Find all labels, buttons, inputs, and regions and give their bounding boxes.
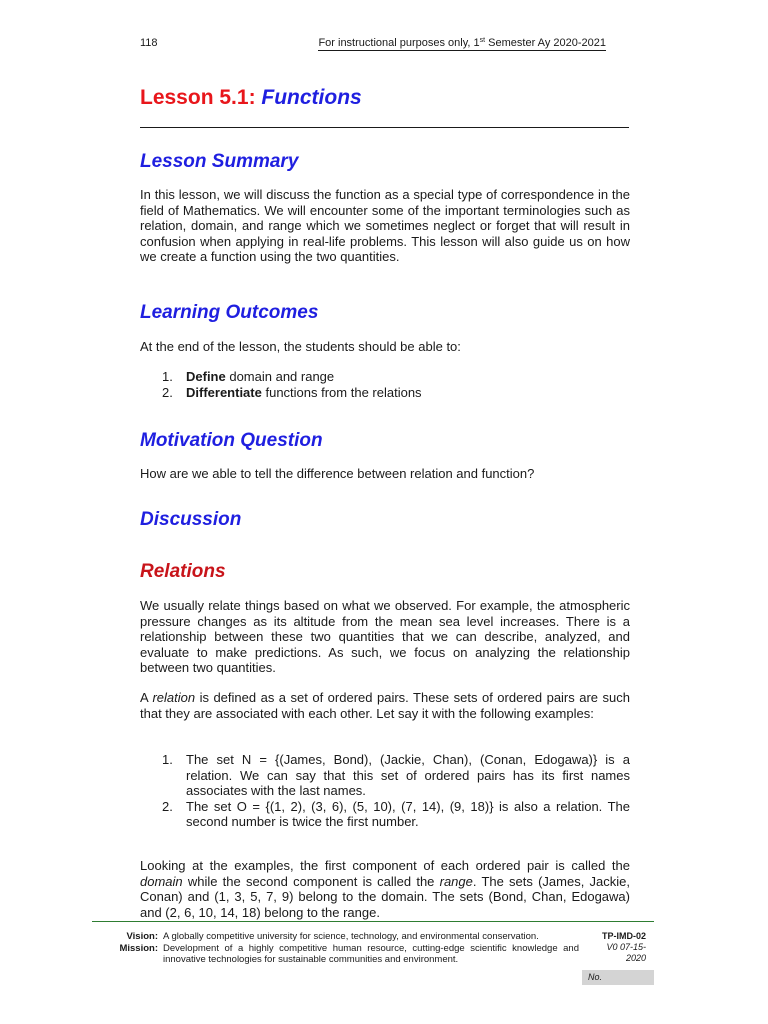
vision-text: A globally competitive university for science, technology, and environmental conservation.: [163, 931, 539, 942]
list-item-number: 2.: [162, 384, 173, 400]
paragraph-text: Looking at the examples, the first component of each ordered pair is called the: [140, 858, 630, 873]
document-code-block: [602, 931, 646, 964]
mission-text: Development of a highly competitive human resource, cutting-edge scientific knowledge and innovative technologies for sustainable communities and environment.: [163, 942, 579, 965]
paragraph-last-line: Edogawa) and (2, 6, 10, 14, 18) belong to the range.: [140, 889, 630, 920]
paragraph-last-line: analyzing the relationship between two quantities.: [140, 644, 630, 675]
domain-term: domain: [140, 873, 183, 889]
paragraph-text: We usually relate things based on what we observed. For example, the atmospheric pressure changes as its altitude from the mean sea level increases. There is a relationship between these two quantities that we can describe, analyzed, and evaluate to make predictions. As such, we focus on: [140, 598, 630, 660]
range-term: range: [439, 873, 473, 889]
example-number: 1.: [162, 752, 173, 767]
learning-outcomes-list: [140, 369, 630, 400]
number-box: No.: [582, 970, 654, 985]
lesson-summary-text: In this lesson, we will discuss the function as a special type of correspondence in the field of Mathematics. We will encounter some of the important terminologies such as relation, domain, and range which we sometimes neglect or forget that will result in confusion when applying in real-life problems. This lesson will also guide us on how we create a function: [140, 187, 630, 264]
relations-paragraph-3: [140, 858, 630, 920]
example-body: The set N = {(James, Bond), (Jackie, Chan), (Conan, Edogawa)} is a relation. We can say that this set of ordered pairs has its first names: [186, 752, 630, 783]
header-note-superscript: st: [479, 37, 486, 44]
page-footer: [92, 931, 654, 982]
relations-paragraph-1: [140, 598, 630, 676]
lesson-title: [140, 86, 362, 110]
version-line-2: 2020: [625, 953, 646, 963]
list-item: [140, 369, 630, 385]
paragraph-text: A: [140, 690, 153, 705]
list-item-number: 1.: [162, 369, 173, 384]
mission-label: Mission:: [119, 942, 158, 954]
footer-divider: [92, 921, 654, 922]
header-note: [318, 37, 606, 51]
mission-statement: [92, 943, 579, 966]
page-number: 118: [140, 37, 158, 49]
example-number: 2.: [162, 798, 173, 814]
example-text: [186, 799, 630, 830]
lesson-summary-last-line: using the two quantities.: [259, 249, 400, 264]
motivation-question-body: How are we able to tell the difference between relation and function?: [140, 466, 535, 481]
vision-statement: [92, 931, 579, 943]
page-header: [140, 37, 606, 53]
paragraph-text: is defined as a set of ordered pairs. These sets of ordered pairs are such that they are associated with each other. Let say it with the following: [140, 690, 630, 721]
list-item-bold-term: Differentiate: [186, 384, 262, 400]
paragraph-text: while the second component is called the: [182, 873, 440, 889]
relations-subheading: Relations: [140, 561, 226, 582]
title-divider: [140, 127, 629, 128]
example-item: [140, 799, 630, 830]
lesson-summary-body: [140, 187, 630, 265]
example-last-line: The second number is twice the first number.: [186, 798, 630, 829]
example-item: [140, 752, 630, 799]
relations-paragraph-2: [140, 690, 630, 721]
motivation-question-heading: Motivation Question: [140, 430, 323, 451]
header-note-prefix: For instructional purposes only, 1: [318, 37, 480, 49]
list-item: [140, 385, 630, 401]
learning-outcomes-heading: Learning Outcomes: [140, 302, 319, 323]
example-last-line: associates with the last names.: [186, 783, 366, 798]
paragraph-last-line: examples:: [534, 705, 594, 721]
document-code: TP-IMD-02: [601, 931, 646, 941]
learning-outcomes-intro: At the end of the lesson, the students should be able to:: [140, 339, 461, 354]
lesson-summary-heading: Lesson Summary: [140, 151, 299, 172]
lesson-topic: Functions: [261, 86, 362, 109]
relation-term: relation: [152, 690, 196, 705]
list-item-text: functions from the relations: [261, 384, 422, 400]
relation-examples-list: [140, 752, 630, 830]
lesson-number: Lesson 5.1: [140, 86, 249, 109]
list-item-text: domain and range: [225, 369, 335, 384]
example-body: The set O = {(1, 2), (3, 6), (5, 10), (7, 14), (9, 18)} is also a relation.: [186, 798, 603, 814]
vision-label: Vision:: [126, 931, 158, 942]
list-item-bold-term: Define: [186, 369, 226, 384]
title-colon: :: [248, 86, 262, 109]
header-note-suffix: Semester Ay 2020-2021: [485, 37, 606, 49]
discussion-heading: Discussion: [140, 509, 242, 530]
example-text: [186, 752, 630, 799]
version-line-1: V0 07-15-: [606, 942, 646, 952]
paragraph-text: . The sets (James, Jackie, Conan) and (1, 3, 5, 7, 9) belong to the domain. The sets (Bond, Chan,: [140, 873, 630, 904]
